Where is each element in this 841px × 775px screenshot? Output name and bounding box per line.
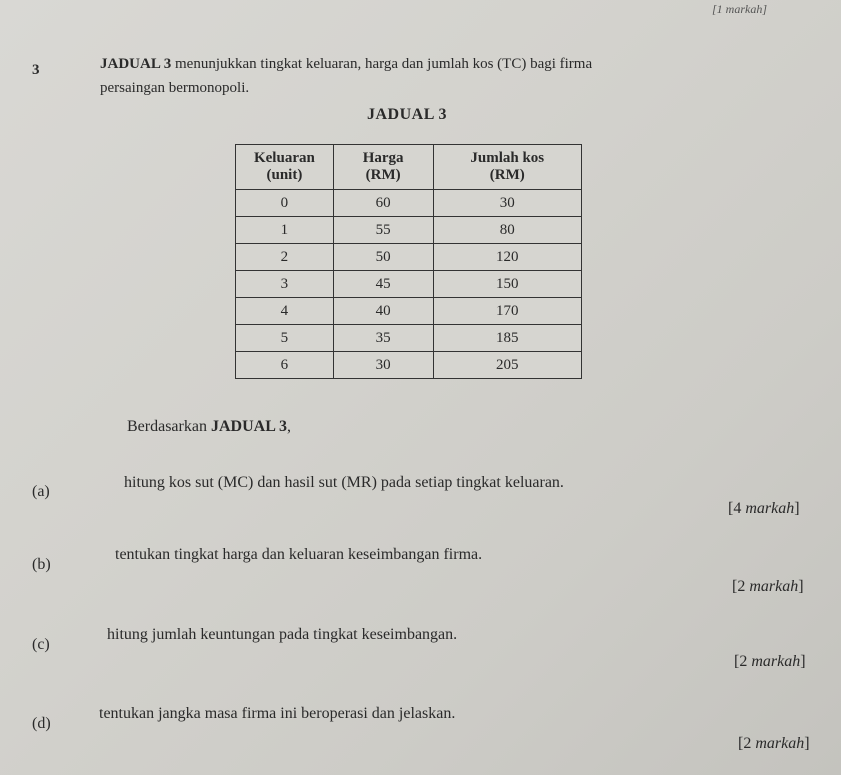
cell-total-cost: 120 — [433, 244, 582, 271]
cell-price: 60 — [333, 190, 433, 217]
part-d-label: (d) — [32, 715, 51, 732]
table-reference: JADUAL 3 — [100, 56, 172, 72]
based-on-line: Berdasarkan JADUAL 3, — [127, 418, 291, 435]
part-a-label: (a) — [32, 483, 50, 500]
header-price: Harga (RM) — [333, 145, 433, 190]
table-row — [236, 217, 582, 244]
intro-text: menunjukkan tingkat keluaran, harga dan jumlah kos (TC) bagi firma — [171, 56, 593, 72]
question-number: 3 — [32, 62, 40, 78]
cell-output: 6 — [236, 352, 334, 379]
cell-price: 30 — [333, 352, 433, 379]
previous-question-marks: [1 markah] — [712, 2, 768, 16]
cell-price: 45 — [333, 271, 433, 298]
cell-total-cost: 205 — [433, 352, 582, 379]
cell-output: 2 — [236, 244, 334, 271]
cell-output: 4 — [236, 298, 334, 325]
table-row — [236, 271, 582, 298]
cell-price: 35 — [333, 325, 433, 352]
table-row — [236, 298, 582, 325]
table-row — [236, 244, 582, 271]
part-a-marks: [4 markah] — [728, 500, 800, 517]
question-intro-line1 — [100, 56, 592, 73]
cell-output: 0 — [236, 190, 334, 217]
table-header-row — [236, 145, 582, 190]
part-c-label: (c) — [32, 636, 50, 653]
cell-total-cost: 30 — [433, 190, 582, 217]
part-d-marks: [2 markah] — [738, 735, 810, 752]
part-b-text: tentukan tingkat harga dan keluaran keseimbangan firma. — [115, 546, 483, 563]
part-a-text: hitung kos sut (MC) dan hasil sut (MR) pada setiap tingkat keluaran. — [124, 474, 564, 491]
question-intro-line2: persaingan bermonopoli. — [100, 80, 250, 96]
table-title: JADUAL 3 — [367, 106, 448, 123]
part-b-marks: [2 markah] — [732, 578, 804, 595]
part-b-label: (b) — [32, 556, 51, 573]
data-table — [235, 144, 582, 379]
part-d-text: tentukan jangka masa firma ini beroperasi dan jelaskan. — [99, 705, 456, 722]
table-row — [236, 352, 582, 379]
cell-price: 50 — [333, 244, 433, 271]
cell-output: 5 — [236, 325, 334, 352]
table-reference: JADUAL 3 — [210, 418, 287, 435]
cell-price: 40 — [333, 298, 433, 325]
table-row — [236, 325, 582, 352]
cell-output: 3 — [236, 271, 334, 298]
cell-output: 1 — [236, 217, 334, 244]
header-total-cost: Jumlah kos (RM) — [433, 145, 582, 190]
cell-total-cost: 80 — [433, 217, 582, 244]
part-c-text: hitung jumlah keuntungan pada tingkat keseimbangan. — [107, 626, 458, 643]
cell-total-cost: 185 — [433, 325, 582, 352]
part-c-marks: [2 markah] — [734, 653, 806, 670]
header-output: Keluaran (unit) — [236, 145, 334, 190]
cell-price: 55 — [333, 217, 433, 244]
table-row — [236, 190, 582, 217]
cell-total-cost: 150 — [433, 271, 582, 298]
cell-total-cost: 170 — [433, 298, 582, 325]
